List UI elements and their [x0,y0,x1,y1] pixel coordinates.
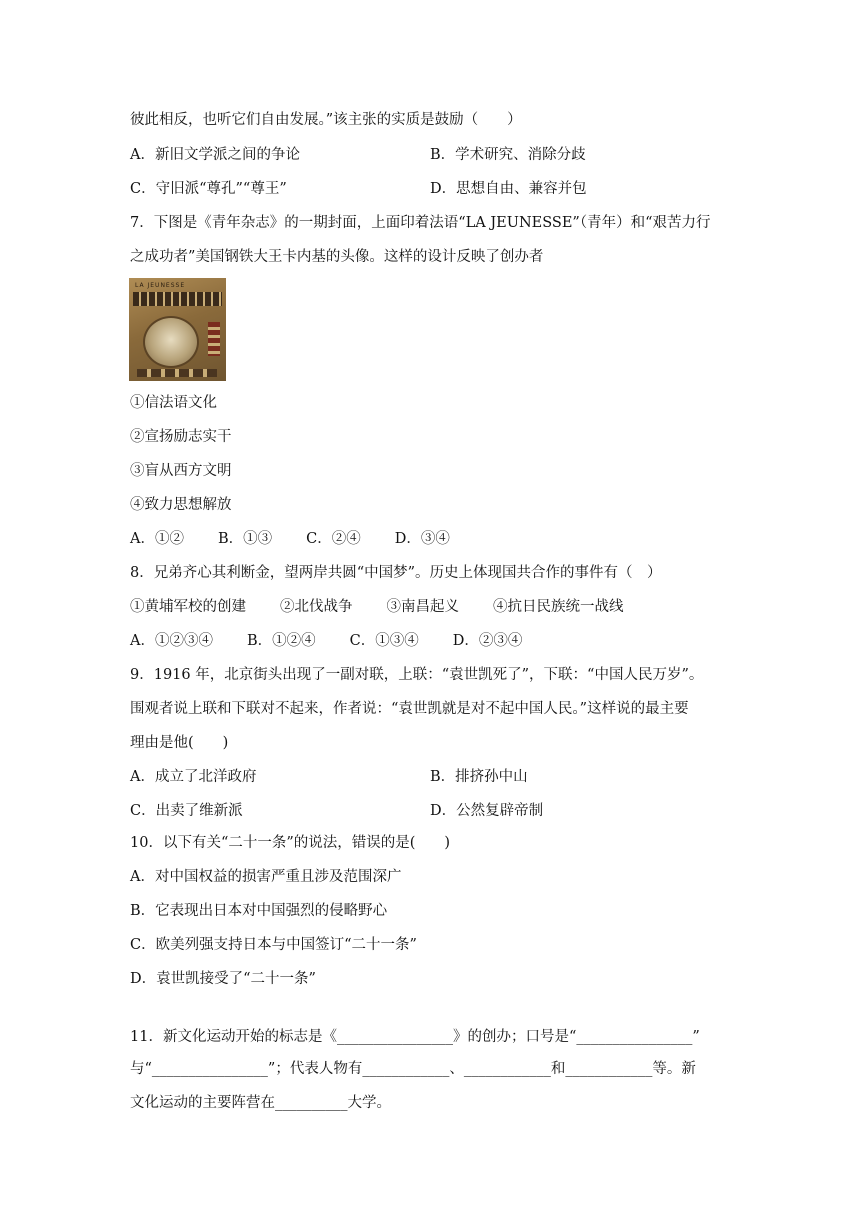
q6-option-b: B．学术研究、消除分歧 [430,147,586,163]
q9-option-a: A．成立了北洋政府 [130,769,257,785]
q9-option-c: C．出卖了维新派 [130,803,243,819]
cover-masthead: LA JEUNESSE [135,282,186,289]
q11-line1: 11．新文化运动开始的标志是《________________》的创办；口号是“________________” [130,1029,700,1045]
q9-option-d: D．公然复辟帝制 [430,803,544,819]
q7-answers [130,529,484,549]
q7-item-3: ③盲从西方文明 [130,463,232,479]
q8-stem: 8．兄弟齐心其利断金，望两岸共圆“中国梦”。历史上体现国共合作的事件有（ ） [130,565,662,581]
q6-option-a: A．新旧文学派之间的争论 [130,147,300,163]
q8-item-2: ②北伐战争 [280,599,353,615]
q8-item-1: ①黄埔军校的创建 [130,599,246,615]
q10-stem: 10．以下有关“二十一条”的说法，错误的是( ) [130,835,451,851]
q8-item-3: ③南昌起义 [386,599,459,615]
q9-stem-line1: 9．1916 年，北京街头出现了一副对联，上联：“袁世凯死了”，下联：“中国人民万岁”。 [130,667,704,683]
q10-option-c: C．欧美列强支持日本与中国签订“二十一条” [130,937,417,953]
q11-line3: 文化运动的主要阵营在__________大学。 [130,1095,391,1111]
cover-portrait [143,316,199,368]
q7-item-4: ④致力思想解放 [130,497,232,513]
q7-answer-d: D．③④ [394,531,450,547]
q9-stem-line3: 理由是他( ) [130,735,229,751]
q8-answer-d: D．②③④ [452,633,523,649]
q10-option-d: D．袁世凯接受了“二十一条” [130,971,316,987]
q6-option-c: C．守旧派“尊孔”“尊王” [130,181,287,197]
q10-option-a: A．对中国权益的损害严重且涉及范围深广 [130,869,402,885]
cover-footer [137,369,217,377]
q10-option-b: B．它表现出日本对中国强烈的侵略野心 [130,903,388,919]
q7-stem-line1: 7．下图是《青年杂志》的一期封面，上面印着法语“LA JEUNESSE”（青年）和“艰苦力行 [130,215,711,231]
q7-answer-a: A．①② [130,531,184,547]
q7-item-1: ①信法语文化 [130,395,217,411]
q6-stem: 彼此相反，也听它们自由发展。”该主张的实质是鼓励（ ） [130,112,522,128]
q7-answer-c: C．②④ [306,531,361,547]
magazine-cover-image [129,278,226,381]
q8-answer-b: B．①②④ [246,633,316,649]
cover-title-band [133,292,222,306]
q11-line2: 与“________________”；代表人物有____________、____________和____________等。新 [130,1061,696,1077]
q8-items [130,597,658,617]
q8-answer-c: C．①③④ [349,633,419,649]
q8-item-4: ④抗日民族统一战线 [493,599,624,615]
q7-item-2: ②宣扬励志实干 [130,429,232,445]
q8-answers [130,631,556,651]
q9-option-b: B．排挤孙中山 [430,769,528,785]
q7-answer-b: B．①③ [217,531,273,547]
cover-side-title [208,322,220,356]
q7-stem-line2: 之成功者”美国钢铁大王卡内基的头像。这样的设计反映了创办者 [130,249,544,265]
q6-option-d: D．思想自由、兼容并包 [430,181,587,197]
q8-answer-a: A．①②③④ [130,633,213,649]
q9-stem-line2: 围观者说上联和下联对不起来，作者说：“袁世凯就是对不起中国人民。”这样说的最主要 [130,701,689,717]
